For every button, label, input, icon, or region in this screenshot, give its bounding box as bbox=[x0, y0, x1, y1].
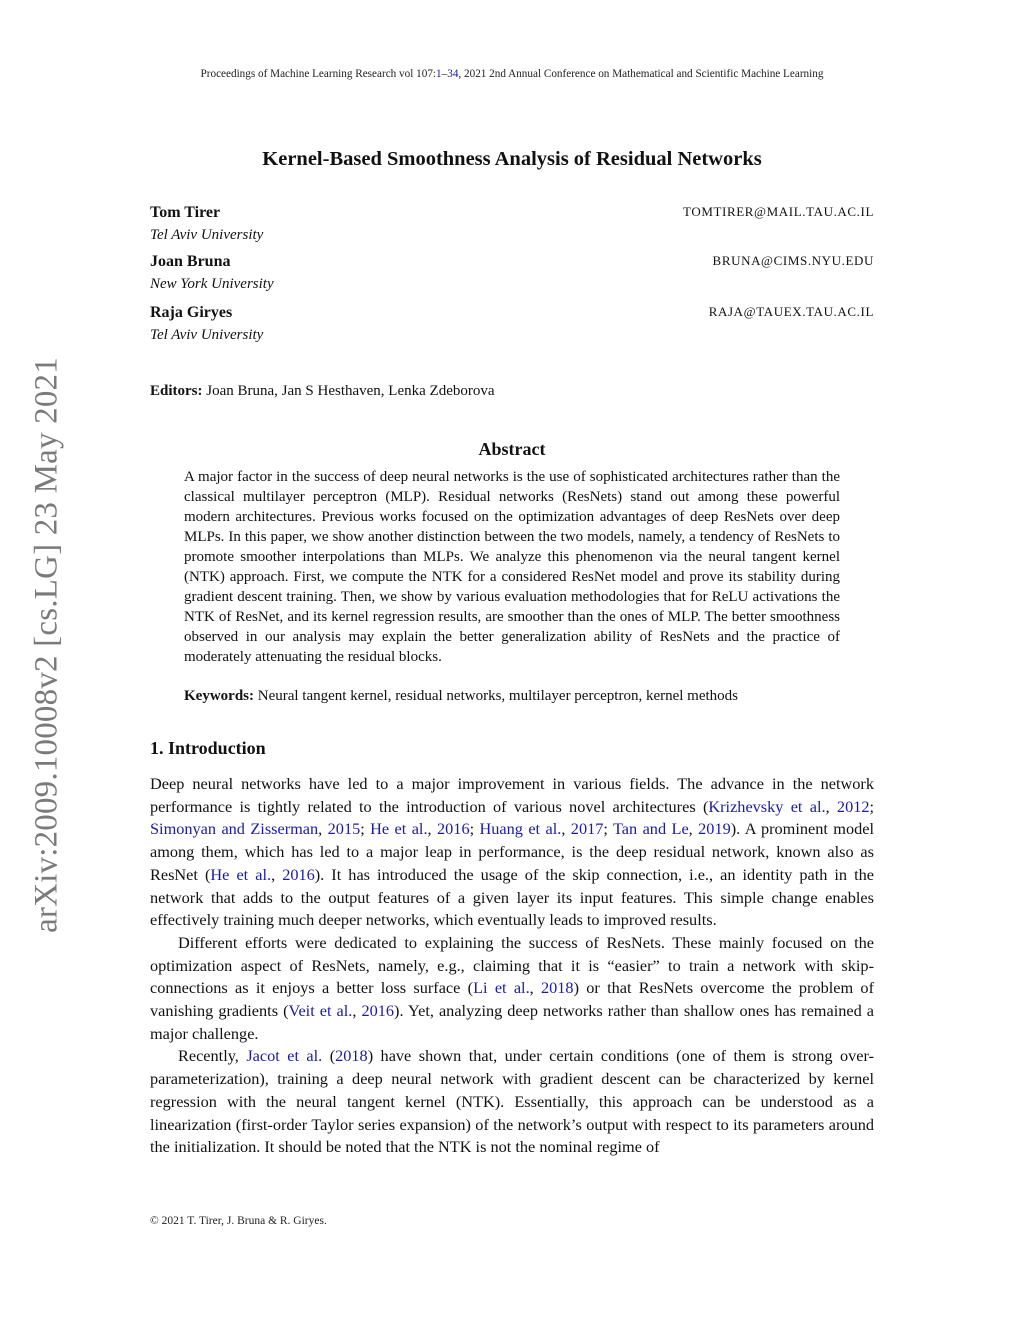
text: ( bbox=[322, 1046, 336, 1066]
author-name: Tom Tirer bbox=[150, 204, 221, 221]
text: ). Yet, analyzing deep networks rather than shallow ones has remained a major challenge. bbox=[150, 1001, 874, 1043]
citation-link[interactable]: Li et al. bbox=[473, 978, 530, 998]
citation-link[interactable]: He et al. bbox=[210, 864, 272, 884]
text: , bbox=[529, 978, 541, 998]
text: ; bbox=[360, 819, 371, 839]
text: ). A prominent model among them, which has led to a major leap in performance, is the deep residual network, known also as ResNet ( bbox=[150, 819, 875, 884]
intro-paragraph-3 bbox=[150, 1045, 874, 1159]
citation-link[interactable]: Veit et al. bbox=[288, 1001, 353, 1021]
abstract-heading: Abstract bbox=[478, 439, 546, 459]
text: , bbox=[561, 819, 571, 839]
intro-paragraph-2 bbox=[150, 932, 874, 1046]
author-affiliation: Tel Aviv University bbox=[150, 327, 264, 343]
editors-names: Joan Bruna, Jan S Hesthaven, Lenka Zdeborova bbox=[202, 383, 495, 399]
author-email[interactable]: BRUNA@CIMS.NYU.EDU bbox=[712, 253, 874, 268]
citation-link[interactable]: Jacot et al. bbox=[246, 1046, 323, 1066]
citation-link[interactable]: He et al. bbox=[370, 819, 428, 839]
citation-year-link[interactable]: 2018 bbox=[335, 1046, 368, 1066]
section-heading: 1. Introduction bbox=[150, 738, 266, 758]
citation-year-link[interactable]: 2016 bbox=[282, 864, 315, 884]
text: ; bbox=[469, 819, 480, 839]
citation-year-link[interactable]: 2017 bbox=[570, 819, 604, 839]
header-dash: – bbox=[441, 68, 448, 80]
text: Different efforts were dedicated to explaining the success of ResNets. These mainly focused on the optimization aspect of ResNets, namely, e.g., claiming that it is “easier” to train a network with skip-connections as it enjoys a better loss surface ( bbox=[150, 932, 874, 998]
author-email[interactable]: RAJA@TAUEX.TAU.AC.IL bbox=[708, 304, 874, 319]
citation-link[interactable]: Huang et al. bbox=[479, 819, 562, 839]
text: , bbox=[318, 819, 328, 839]
author-block bbox=[150, 251, 874, 295]
citation-year-link[interactable]: 2012 bbox=[836, 796, 870, 816]
citation-year-link[interactable]: 2019 bbox=[698, 819, 731, 839]
page-end-link[interactable]: 34 bbox=[447, 68, 459, 80]
citation-link[interactable]: Simonyan and Zisserman bbox=[150, 819, 319, 839]
text: , bbox=[352, 1001, 362, 1021]
text: ) or that ResNets overcome the problem of vanishing gradients ( bbox=[150, 978, 874, 1021]
citation-year-link[interactable]: 2016 bbox=[437, 819, 470, 839]
copyright-footer: © 2021 T. Tirer, J. Bruna & R. Giryes. bbox=[150, 1215, 327, 1227]
citation-link[interactable]: Tan and Le bbox=[613, 819, 689, 839]
author-affiliation: Tel Aviv University bbox=[150, 227, 264, 243]
paper-title: Kernel-Based Smoothness Analysis of Residual Networks bbox=[262, 148, 762, 170]
keywords-label: Keywords: bbox=[184, 688, 254, 704]
intro-paragraph-1 bbox=[150, 773, 874, 1159]
citation-year-link[interactable]: 2016 bbox=[361, 1001, 395, 1021]
editors-line bbox=[150, 383, 495, 400]
citation-link[interactable]: Krizhevsky et al. bbox=[708, 796, 826, 816]
text: ; bbox=[869, 796, 875, 816]
author-affiliation: New York University bbox=[150, 276, 274, 292]
text: , bbox=[271, 864, 283, 884]
header-text: Proceedings of Machine Learning Research vol 107: bbox=[200, 68, 437, 80]
page-start-link[interactable]: 1 bbox=[436, 68, 442, 80]
author-email[interactable]: TOMTIRER@MAIL.TAU.AC.IL bbox=[683, 204, 874, 219]
author-name: Raja Giryes bbox=[150, 304, 233, 321]
text: , bbox=[688, 819, 699, 839]
author-name: Joan Bruna bbox=[150, 253, 231, 270]
text: ). It has introduced the usage of the skip connection, i.e., an identity path in the network that adds to the output features of a given layer its input features. This simple change enables effectively training much deeper networks, which eventually leads to improved results. bbox=[150, 864, 875, 930]
text: ) have shown that, under certain conditions (one of them is strong over-parameterization), training a deep neural network with gradient descent can be characterized by kernel regression with the neural tangent kernel (NTK). Essentially, this approach can be understood as a linearization (first-order Taylor series expansion) of the network’s output with respect to its parameters around the initialization. It should be noted that the NTK is not the nominal regime of bbox=[150, 1046, 875, 1157]
author-block bbox=[150, 302, 874, 346]
text: Recently, bbox=[178, 1046, 247, 1066]
arxiv-stamp-text: arXiv:2009.10008v2 [cs.LG] 23 May 2021 bbox=[28, 357, 65, 933]
text: , bbox=[825, 796, 837, 816]
text: ; bbox=[603, 819, 613, 839]
text: , bbox=[427, 819, 438, 839]
keywords-text: Neural tangent kernel, residual networks, multilayer perceptron, kernel methods bbox=[254, 688, 738, 704]
text: Deep neural networks have led to a major improvement in various fields. The advance in the network performance is tightly related to the introduction of various novel architectures ( bbox=[150, 774, 874, 816]
editors-label: Editors: bbox=[150, 383, 203, 399]
citation-year-link[interactable]: 2018 bbox=[541, 978, 574, 998]
abstract-text: A major factor in the success of deep neural networks is the use of sophisticated architectures rather than the classical multilayer perceptron (MLP). Residual networks (ResNets) stand out among these powerful modern architectures. Previous works focused on the optimization advantages of deep ResNets over deep MLPs. In this paper, we show another distinction between the two models, namely, a tendency of ResNets to promote smoother interpolations than MLPs. We analyze this phenomenon via the neural tangent kernel (NTK) approach. First, we compute the NTK for a considered ResNet model and prove its stability during gradient descent training. Then, we show by various evaluation methodologies that for ReLU activations the NTK of ResNet, and its kernel regression results, are smoother than the ones of MLP. The better smoothness observed in our analysis may explain the better generalization ability of ResNets and the practice of moderately attenuating the residual blocks. bbox=[184, 469, 840, 665]
header-suffix: , 2021 2nd Annual Conference on Mathematical and Scientific Machine Learning bbox=[458, 68, 824, 80]
author-block bbox=[150, 202, 874, 246]
citation-year-link[interactable]: 2015 bbox=[327, 819, 361, 839]
keywords-line bbox=[184, 688, 738, 705]
running-header bbox=[0, 68, 1024, 80]
